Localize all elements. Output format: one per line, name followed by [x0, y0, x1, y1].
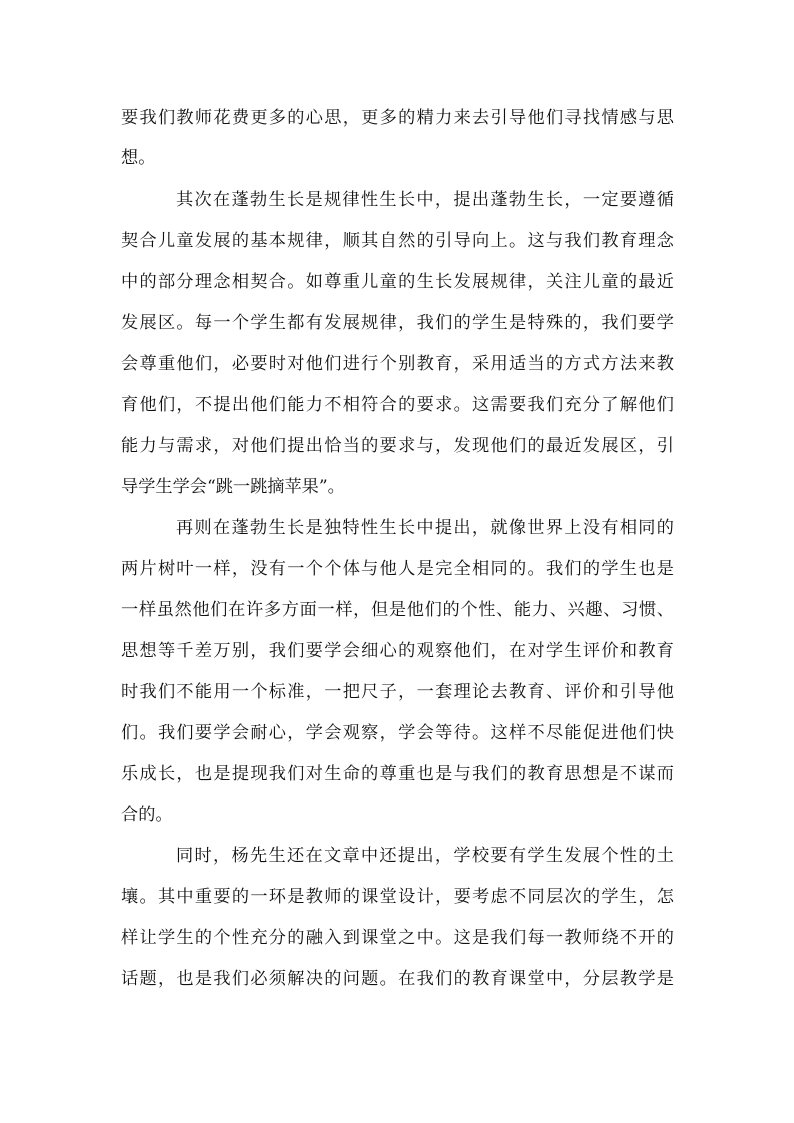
text-line: 发展区。每一个学生都有发展规律，我们的学生是特殊的，我们要学 [121, 313, 674, 333]
text-line: 中的部分理念相契合。如尊重儿童的生长发展规律，关注儿童的最近 [121, 272, 674, 292]
text-line: 契合儿童发展的基本规律，顺其自然的引导向上。这与我们教育理念 [121, 231, 674, 251]
text-line: 合的。 [121, 805, 173, 825]
text-line: 乐成长，也是提现我们对生命的尊重也是与我们的教育思想是不谋而 [121, 764, 674, 784]
text-line: 话题，也是我们必须解决的问题。在我们的教育课堂中，分层教学是 [121, 969, 674, 989]
text-line: 两片树叶一样，没有一个个体与他人是完全相同的。我们的学生也是 [121, 559, 674, 579]
text-line: 壤。其中重要的一环是教师的课堂设计，要考虑不同层次的学生，怎 [121, 887, 674, 907]
text-line: 时我们不能用一个标准，一把尺子，一套理论去教育、评价和引导他 [121, 682, 674, 702]
text-line: 会尊重他们，必要时对他们进行个别教育，采用适当的方式方法来教 [121, 354, 674, 374]
text-line: 想。 [121, 148, 156, 168]
paragraph-start-line: 其次在蓬勃生长是规律性生长中，提出蓬勃生长，一定要遵循 [176, 190, 674, 210]
text-line: 们。我们要学会耐心，学会观察，学会等待。这样不尽能促进他们快 [121, 723, 674, 743]
text-line: 能力与需求，对他们提出恰当的要求与，发现他们的最近发展区，引 [121, 436, 674, 456]
text-line: 要我们教师花费更多的心思，更多的精力来去引导他们寻找情感与思 [121, 108, 674, 128]
text-line: 导学生学会“跳一跳摘苹果”。 [121, 477, 345, 497]
text-line: 思想等千差万别，我们要学会细心的观察他们，在对学生评价和教育 [121, 641, 674, 661]
text-line: 样让学生的个性充分的融入到课堂之中。这是我们每一教师绕不开的 [121, 928, 674, 948]
text-line: 育他们，不提出他们能力不相符合的要求。这需要我们充分了解他们 [121, 395, 674, 415]
paragraph-start-line: 同时，杨先生还在文章中还提出，学校要有学生发展个性的土 [176, 846, 674, 866]
paragraph-start-line: 再则在蓬勃生长是独特性生长中提出，就像世界上没有相同的 [176, 518, 674, 538]
text-line: 一样虽然他们在许多方面一样，但是他们的个性、能力、兴趣、习惯、 [121, 600, 674, 620]
